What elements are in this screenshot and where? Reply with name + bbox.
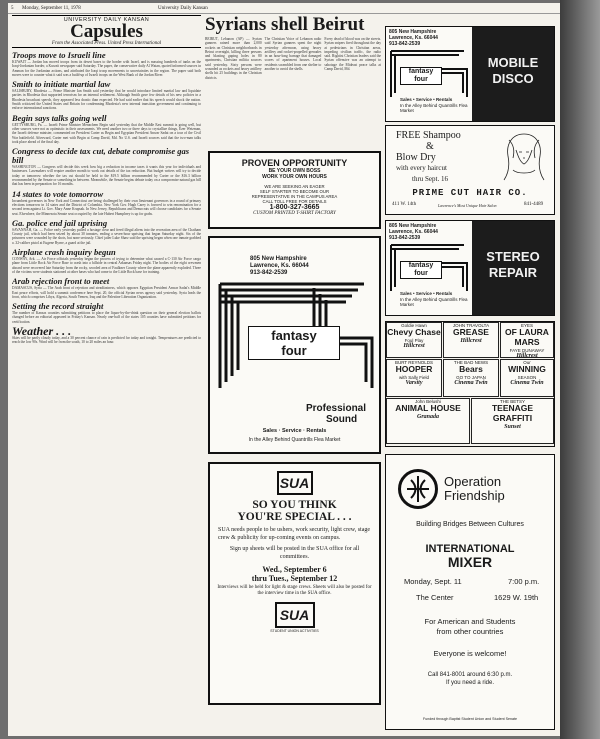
ad-service: Sales: [400, 291, 412, 296]
ad-phone: 913-842-2539: [389, 41, 421, 47]
ad-city: Lawrence, Ks. 66044: [389, 229, 438, 235]
sua-date: thru Tues., September 12: [251, 574, 338, 583]
movie-line: Our: [523, 360, 531, 365]
movie-theater: Hillcrest: [403, 343, 425, 350]
logo-word: fantasy: [408, 262, 434, 269]
ad-headline: REPAIR: [488, 265, 538, 280]
story-headline: Congress to decide tax cut, debate compromise gas bill: [12, 146, 190, 166]
movie-line: with Sally Field: [398, 374, 429, 380]
movie-listing-cell: [500, 322, 554, 358]
story-body: The number of Kansas counties submitting petitions to place the liquor-by-the-drink question on their general election ballots changed before an editorial appeared in Friday's Kansan. Nearly one-half of the states 105 counties have submitted petitions for certification.: [12, 311, 201, 324]
story: [12, 248, 201, 274]
capsules-top-label: UNIVERSITY DAILY KANSAN: [12, 15, 201, 23]
ad-free: FREE: [396, 130, 421, 141]
story-body: Incumbent governors in New York and Connecticut are being challenged by their own lieutenant governors in a round of primary elections tomorrow in 14 states and the District of Columbia. New York Gov. Hugh Carey is favored to win renomination for a second term against Lt. Gov. Mary Anne Krupsak. In New Jersey, Republicans and Democrats will choose candidates for a Senate seat. Elsewhere, the Minnesota Senate seat occupied by the late Hubert Humphrey is up for grabs.: [12, 198, 201, 216]
movie-theater: Hillcrest: [516, 352, 538, 358]
opp-line: SELF STARTER TO BECOME OUR: [259, 189, 330, 194]
mixer-welcome: Everyone is welcome!: [433, 649, 507, 658]
ad-line: Shampoo: [422, 130, 461, 141]
page-number: 5: [11, 6, 14, 11]
story-headline: 14 states to vote tomorrow: [12, 188, 104, 199]
movie-listing-cell: [500, 359, 554, 397]
movie-line: EYES: [520, 323, 533, 328]
salon-tagline: Lawrence's Most Unique Hair Salon: [438, 203, 497, 208]
ad-service: Sales: [400, 97, 412, 102]
story-headline: Smith to initiate martial law: [12, 79, 111, 90]
fantasy-four-logo: [400, 261, 442, 279]
ad-headline: Professional: [306, 403, 367, 414]
story: [12, 114, 201, 144]
movie-line: Goldie Hawn: [401, 323, 427, 328]
story: [12, 302, 201, 324]
movie-listings: [385, 321, 555, 447]
mixer-footer: Funded through Baptist Student Union and Student Senate: [423, 717, 517, 721]
story: [12, 219, 201, 245]
mobile-disco-banner: [472, 27, 554, 121]
sua-footer: STUDENT UNION ACTIVITIES: [270, 629, 319, 633]
mixer-place: The Center: [416, 593, 454, 602]
binding-shadow: [560, 0, 600, 739]
sua-ad: [208, 462, 381, 705]
movie-line: GO TO JAPAN: [456, 374, 486, 380]
story: [12, 147, 201, 186]
movie-theater: Granada: [416, 413, 439, 420]
movie-theater: Cinema Twin: [454, 380, 488, 387]
mixer-day: Monday, Sept. 11: [404, 577, 462, 586]
movie-title: Bears: [459, 364, 483, 375]
opp-title: PROVEN OPPORTUNITY: [241, 158, 348, 168]
mixer-for: For American and Students: [424, 617, 516, 626]
movie-listing-cell: [386, 322, 442, 358]
opp-line: CALL TOLL FREE FOR DETAILS: [262, 199, 327, 204]
ad-services: Sales · Service · Rentals: [262, 428, 327, 434]
weather-story: [12, 323, 201, 345]
movie-title: TEENAGE GRAFFITI: [491, 403, 534, 423]
mixer-call: If you need a ride.: [445, 680, 495, 686]
beirut-story: [205, 15, 381, 148]
capsules-subtitle: From the Associated Press. United Press International: [12, 41, 201, 48]
logo-word: four: [414, 270, 428, 277]
mixer-title: MIXER: [447, 554, 493, 570]
movie-theater: Cinema Twin: [510, 380, 544, 387]
salon-phone: 841-4489: [524, 202, 544, 207]
movie-line: THE BAD NEWS: [453, 360, 489, 365]
ad-location: In the Alley Behind Quantrills Flea Market: [400, 102, 468, 113]
stereo-repair-banner: [472, 221, 554, 315]
story-body: KUWAIT — Jordan has moved troops from its desert bases to the border with Israel, and is massing hundreds of tanks on the Iraqi-Jordanian border, a Kuwait newspaper said Saturday. The paper, the conservative daily Al Watan, quoted informed sources in Amman for the Jordanian actions, and attributed the Iraqi troop movements to uncertainties in the region. The paper said both moves were to counter what it said was a build-up of Israeli troops on the West Bank of the Jordan River.: [12, 60, 201, 77]
opp-line: WORK YOUR OWN HOURS: [262, 174, 327, 180]
weather-headline: Weather . . .: [12, 323, 72, 338]
opp-line: WE ARE SEEKING AN EAGER: [264, 184, 325, 189]
story-body: GETTYSBURG, Pa. — Israeli Prime Minister Menachem Begin said yesterday that the Middle East summit is going well, but other sources were not as optimistic in their assessments. We need another two or three days to crystallize things, Ezer Weizman, the Israeli defense minister, commented on President Carter as Begin and Egyptian President Anwar Sadat on a tour of the Civil War battlefield. Afterward, Carter met with Begin at Camp David, Md. No U.S. and Israeli sources said that the two-man talks took place ahead of the final day.: [12, 122, 201, 144]
story-body: SAVANNAH, Ga. — Police early yesterday pulled a hostage clear and freed illegal aliens into the recreation area of the Chatham County jail, which had been seized by about 30 inmates, ending a seven-hour uprising that began Saturday night. Six of the prisoners were wounded by the shots, but none seriously. Chief jailer Luke Shaw said the uprising began when one inmate grabbed a .32-caliber pistol at Eugene Byrne, a guard at the jail.: [12, 227, 201, 245]
capsules-title: Capsules: [70, 21, 143, 42]
ad-service: Service: [415, 97, 432, 102]
weather-body: Skies will be partly cloudy today, and a 30 percent chance of rain is predicted for today and tonight. Temperatures are predicted to reach the low 90s. Wind will be from the south, 10 to 20 miles an hour.: [12, 335, 201, 345]
sua-body: Interviews will be held for light & stage crews. Sheets will also be posted for the interview time in the SUA office.: [217, 585, 372, 596]
sua-logo: SUA: [277, 471, 313, 495]
movie-listing-cell: [386, 398, 470, 444]
ad-service: Service: [415, 291, 432, 296]
movie-line: JOHN TRAVOLTA: [452, 323, 490, 328]
opp-line: BE YOUR OWN BOSS: [268, 168, 321, 174]
logo-word: fantasy: [271, 328, 317, 343]
ad-address: 805 New Hampshire: [389, 223, 437, 229]
header-paper: University Daily Kansan: [158, 6, 208, 11]
ad-location: In the Alley Behind Quantrills Flea Market: [400, 296, 468, 307]
mixer-time: 7:00 p.m.: [508, 577, 540, 586]
ad-location: In the Alley Behind Quantrills Flea Market: [248, 437, 341, 443]
sua-headline: YOU'RE SPECIAL . . .: [237, 511, 352, 523]
beirut-col-2: The Christian Voice of Lebanon radio said Syrian gunners spent the night yesterday afternoon, using heavy artillery and rocket-propelled grenades in an hour-long barrage that damaged scores of apartment houses. Local residents scrambled from one shelter to another to avoid the shells.: [264, 37, 322, 72]
story-headline: Airplane crash inquiry begun: [12, 247, 116, 258]
beirut-col-3: Every dead of blood was on the streets. Syrian snipers fired throughout the day at pedestrians in Christian areas, impeding civilian traffic, the radio said. Rightist Christian leaders said the Syrian offensive was an attempt to sabotage the Mideast peace talks at Camp David, Md.: [324, 37, 381, 72]
ad-line: thru Sept. 16: [412, 175, 448, 183]
beirut-headline: Syrians shell Beirut: [205, 15, 365, 35]
movie-listing-cell: [443, 322, 499, 358]
ad-city: Lawrence, Ks. 66044: [389, 35, 438, 41]
mixer-for: from other countries: [436, 627, 504, 636]
story-headline: Setting the record straight: [12, 301, 104, 312]
fantasy-four-logo: [248, 326, 340, 360]
movie-title: ANIMAL HOUSE: [395, 403, 461, 414]
mixer-headline: Operation: [444, 474, 502, 489]
ad-service: Rentals: [435, 97, 453, 102]
sua-date: Wed., September 6: [262, 565, 327, 574]
salon-name: PRIME CUT HAIR CO.: [412, 188, 528, 198]
story-headline: Troops move to Israeli line: [12, 50, 106, 60]
mixer-subtitle: Building Bridges Between Cultures: [416, 521, 524, 528]
story: [12, 80, 201, 110]
sua-body: SUA needs people to be ushers, work security, light crew, stage crew & publicity for up-coming events on campus.: [218, 527, 371, 541]
ad-headline: Sound: [326, 414, 358, 425]
movie-line: THE BETSY: [499, 399, 525, 404]
page-header: [8, 5, 560, 14]
salon-address: 411 W. 14th: [392, 202, 417, 207]
logo-word: four: [414, 76, 428, 83]
sua-logo: SUA: [275, 602, 315, 628]
story-headline: Ga. police end jail uprising: [12, 217, 108, 228]
ad-phone: 913-842-2539: [250, 270, 288, 276]
opp-phone: 1-800-327-3665: [269, 204, 320, 211]
movie-theater: Varsity: [405, 380, 423, 387]
movie-line: FAYE DUNAWAY: [509, 347, 545, 353]
sua-body: Sign up sheets will be posted in the SUA office for all committees.: [229, 546, 360, 560]
story-headline: Begin says talks going well: [12, 112, 107, 123]
opp-line: REPRESENTATIVE IN THE CAMPUS AREA: [251, 194, 338, 199]
newspaper-page: [8, 3, 560, 736]
mobile-disco-ad: 805 New Hampshire Lawrence, Ks. 66044 913-842-2539 fantasy four Sales • Service • Rentals In the Alley Behind Quantrills Flea Market MOBILE DISCO: [385, 26, 555, 122]
story: [12, 51, 201, 77]
movie-line: Foul Play: [404, 337, 424, 343]
ad-headline: STEREO: [486, 249, 540, 264]
prime-cut-ad: [385, 125, 555, 215]
opp-footer: CUSTOM PRINTED T-SHIRT FACTORY: [253, 211, 336, 216]
ad-phone: 913-842-2539: [389, 235, 421, 241]
movie-listing-cell: [471, 398, 554, 444]
capsules-column: [12, 15, 201, 733]
ad-headline: DISCO: [492, 71, 534, 86]
story: [12, 277, 201, 299]
movie-title: WINNING: [508, 364, 546, 375]
movie-listing-cell: [443, 359, 499, 397]
beirut-col-1: BEIRUT, Lebanon (AP) — Syrian gunners rained more than 2,000 rockets on Christian neighborhoods in Beirut overnight, killing three persons and blasting gaping holes in 80 apartments, Christian militia sources said yesterday. Sixty persons were wounded as rockets and heavy artillery shells hit 25 buildings in the Christian districts.: [205, 37, 262, 80]
story-body: CONWAY, Ark. — Air Force officials yesterday began the process of trying to determine what caused a C-130 Air Force cargo plane from Little Rock Air Force Base to crash into a hillside in central Arkansas Friday night. The bodies of the eight crewmen aboard were recovered late Saturday from the rocky, wooded area of Faulkner County where the plane apparently exploded. Three of the victims were students stationed at other bases who had come to the Little Rock base for training.: [12, 257, 201, 274]
stereo-repair-ad: 805 New Hampshire Lawrence, Ks. 66044 913-842-2539 fantasy four Sales • Service • Rentals In the Alley Behind Quantrills Flea Market STEREO REPAIR: [385, 220, 555, 316]
international-mixer-ad: [385, 454, 555, 730]
story-body: DAMASCUS, Syria — The Arab front of rejection and steadfastness, which opposes Egyptian President Anwar Sadat's Middle East peace efforts, will hold a summit conference here Sept. 20, the official Syrian news agency said yesterday. Syria leads the front, which comprises Libya, Algeria, South Yemen, Iraq and the Palestine Liberation Organization.: [12, 286, 201, 299]
ad-line: Blow Dry: [396, 152, 436, 163]
movie-theater: Hillcrest: [460, 337, 482, 344]
story-body: SALISBURY, Rhodesia — Prime Minister Ian Smith said yesterday that he would introduce limited martial law and liquidate parties in Rhodesia that supported terrorism for an internal settlement. Although Smith gave few details of his new policies in a Rhodesia broadcast speech, they appeared less drastic than expected. He had said earlier that his speech would shock the nation. Smith criticized the United States and Britain for condemning Rhodesia's new internal transition government and continuing to enforce international sanctions.: [12, 89, 201, 111]
story: [12, 190, 201, 216]
mixer-headline: Friendship: [444, 488, 505, 503]
movie-theater: Sunset: [504, 423, 521, 430]
story-headline: Arab rejection front to meet: [12, 276, 110, 287]
ad-headline: MOBILE: [487, 55, 539, 70]
fantasy-four-logo: [400, 67, 442, 85]
movie-title: HOOPER: [395, 364, 433, 375]
fantasy-four-sound-ad: [208, 236, 381, 454]
woman-portrait-icon: [501, 130, 547, 182]
story-body: WASHINGTON — Congress will decide this week how big a reduction in income taxes it wants this year for individuals and businesses. Lawmakers will require another month to work out details of the tax reduction. But budget writers will try to decide today or tomorrow whether the tax cut should be held to the $19.5 billion recommended by Carter or the $16.3 billion recommended by the Senate or something in between. Meanwhile, the Senate begins debate today on a compromise natural gas bill that has been in preparation for 16 months.: [12, 165, 201, 187]
sua-headline: SO YOU THINK: [252, 499, 337, 511]
logo-word: fantasy: [408, 68, 434, 75]
mixer-address: 1629 W. 19th: [494, 593, 539, 602]
movie-listing-cell: [386, 359, 442, 397]
movie-title: Chevy Chase: [387, 327, 441, 338]
proven-opportunity-ad: [208, 151, 381, 229]
ad-line: with every haircut: [396, 164, 447, 172]
movie-line: SEASON: [517, 374, 537, 380]
logo-word: four: [281, 343, 307, 358]
ad-line: &: [426, 141, 434, 152]
movie-title: GREASE: [453, 327, 489, 338]
header-date: Monday, September 11, 1978: [22, 6, 81, 11]
mixer-title: INTERNATIONAL: [425, 543, 515, 555]
ad-city: Lawrence, Ks. 66044: [250, 263, 309, 269]
movie-line: BURT REYNOLDS: [394, 360, 434, 365]
ad-address: 805 New Hampshire: [250, 256, 307, 262]
mixer-call: Call 841-8001 around 6:30 p.m.: [427, 672, 513, 678]
friendship-globe-icon: [398, 469, 438, 509]
movie-line: John Belushi: [415, 399, 441, 404]
ad-service: Rentals: [435, 291, 453, 296]
ad-address: 805 New Hampshire: [389, 29, 437, 35]
movie-title: OF LAURA MARS: [505, 327, 549, 347]
